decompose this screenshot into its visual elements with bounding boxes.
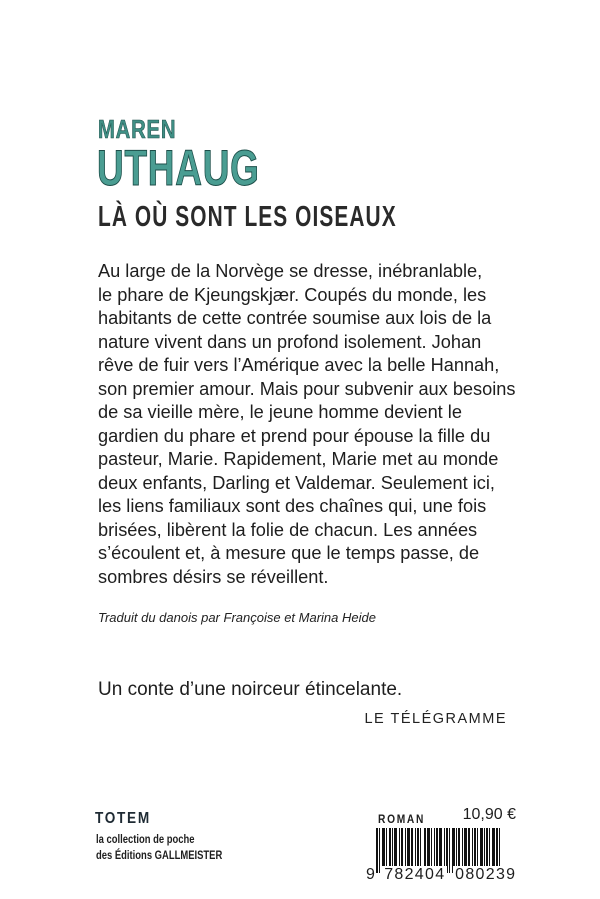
collection-name: TOTEM	[95, 810, 151, 827]
blurb-line: pasteur, Marie. Rapidement, Marie met au monde	[98, 449, 499, 469]
book-title: LÀ OÙ SONT LES OISEAUX	[98, 201, 397, 233]
isbn-group-2: 080239	[455, 866, 517, 883]
blurb-line: le phare de Kjeungskjær. Coupés du monde, les	[98, 284, 487, 305]
translator-credit: Traduit du danois par Françoise et Marina Heide	[98, 610, 376, 625]
publisher-line-2: des Éditions GALLMEISTER	[96, 850, 223, 862]
blurb-line: habitants de cette contrée soumise aux lois de la	[98, 308, 492, 328]
barcode-block	[366, 806, 516, 886]
isbn-group-1: 782404	[384, 866, 446, 883]
price-label: 10,90 €	[462, 806, 516, 823]
isbn-number	[366, 866, 518, 884]
blurb-line: les liens familiaux sont des chaînes qui, une fois	[98, 496, 487, 516]
blurb-line: rêve de fuir vers l’Amérique avec la belle Hannah,	[98, 355, 500, 375]
author-first-name: MAREN	[98, 114, 177, 144]
blurb-line: nature vivent dans un profond isolement. Johan	[98, 331, 482, 352]
press-quote: Un conte d’une noirceur étincelante.	[98, 679, 403, 700]
blurb-line: s’écoulent et, à mesure que le temps passe, de	[98, 543, 480, 563]
blurb-paragraph	[98, 260, 518, 589]
author-last-name: UTHAUG	[97, 140, 260, 196]
blurb-line: gardien du phare et prend pour épouse la fille du	[98, 425, 491, 446]
publisher-line-1: la collection de poche	[96, 834, 195, 846]
blurb-line: deux enfants, Darling et Valdemar. Seulement ici,	[98, 472, 495, 493]
genre-label: ROMAN	[378, 812, 426, 826]
blurb-line: sombres désirs se réveillent.	[98, 566, 329, 587]
blurb-line: de sa vieille mère, le jeune homme devient le	[98, 402, 462, 422]
isbn-prefix: 9	[366, 866, 377, 883]
blurb-line: son premier amour. Mais pour subvenir aux besoins	[98, 378, 516, 399]
press-quote-source: LE TÉLÉGRAMME	[364, 711, 507, 727]
blurb-line: Au large de la Norvège se dresse, inébranlable,	[98, 261, 483, 281]
publisher-info	[96, 832, 222, 864]
blurb-line: brisées, libèrent la folie de chacun. Les années	[98, 519, 478, 540]
